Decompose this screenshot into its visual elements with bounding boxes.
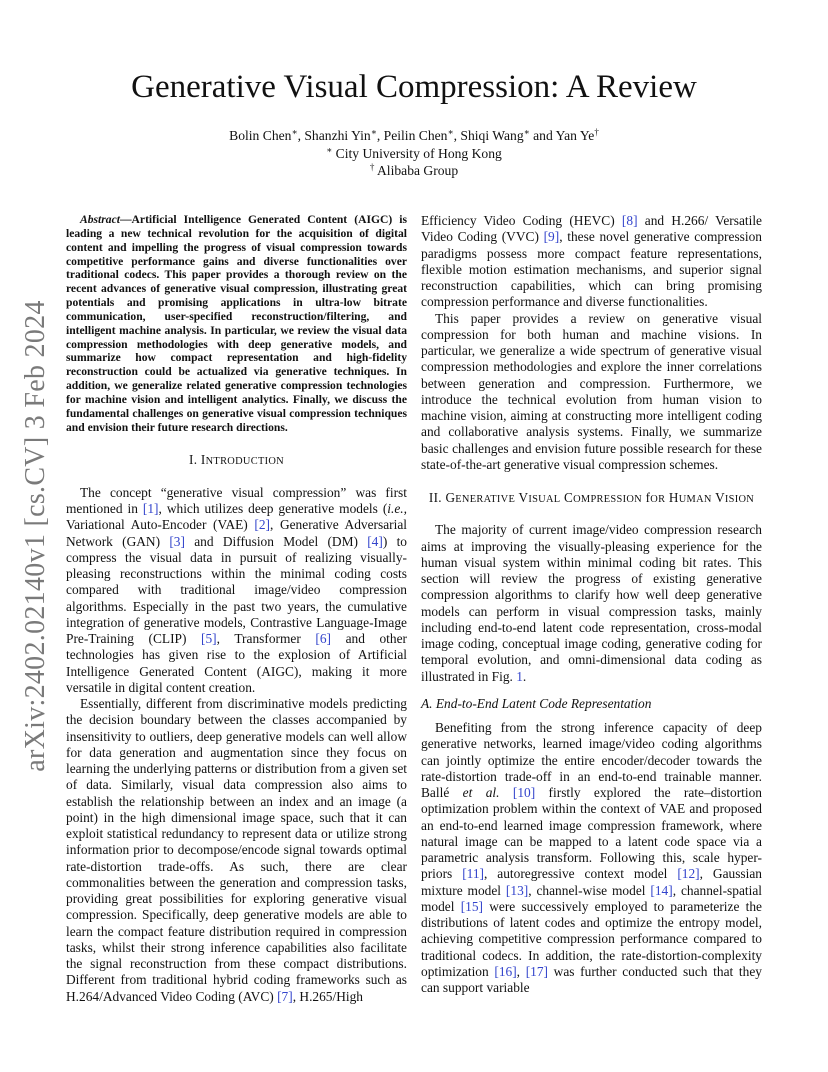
abstract-body: —Artificial Intelligence Generated Content (AIGC) is leading a new technical revolution for the acquisition of digital content and impelling the progress of visual compression towards competitive performance gains and diverse functionalities over traditional codecs. This paper provides a thorough review on the recent advances of generative visual compression, illustrating great potentials and promising applications in ultra-low bitrate communication, user-specified reconstruction/filtering, and intelligent machine analysis. In particular, we review the visual data compression methodologies with deep generative models, and summarize how compact representation and high-fidelity reconstruction could be actualized via generative techniques. In addition, we generalize related generative compression technologies for machine vision and intelligent analytics. Finally, we discuss the fundamental challenges on generative visual compression techniques and envision their future research directions. [66, 213, 407, 434]
author-name: Shanzhi Yin [304, 128, 371, 143]
paragraph [421, 311, 762, 474]
abstract [66, 213, 407, 435]
citation-link[interactable]: [5] [201, 631, 217, 646]
text-run: , Transformer [216, 631, 316, 646]
citation-link[interactable]: [11] [462, 866, 484, 882]
affiliation-mark: † [369, 162, 375, 172]
text-run: , Generative Adversarial Network (GAN) [66, 517, 407, 549]
citation-link[interactable]: [12] [677, 866, 700, 882]
text-run: and H.266/ Versatile Video Coding (VVC) [421, 213, 762, 245]
author-block [80, 126, 748, 179]
citation-link[interactable]: [2] [254, 517, 270, 533]
text-run: Efficiency Video Coding (HEVC) [421, 213, 622, 228]
section-title: I. INTRODUCTION [189, 451, 284, 467]
text-run: The concept “generative visual compression” was first mentioned in [66, 484, 407, 516]
text-run: . [522, 668, 527, 684]
text-run: , which utilizes deep generative models ( [158, 501, 388, 516]
citation-link[interactable]: [1] [142, 501, 159, 516]
paragraph [66, 696, 407, 1005]
author-name: Yan Ye [555, 128, 595, 143]
citation-link[interactable]: [6] [315, 631, 331, 646]
affiliation-name: City University of Hong Kong [332, 146, 502, 161]
text-run [499, 785, 512, 800]
affiliation-mark: ∗ [291, 127, 298, 137]
text-run: , H.265/High [292, 988, 364, 1004]
text-run: , [516, 963, 526, 979]
citation-link[interactable]: [14] [650, 882, 673, 898]
paper-title: Generative Visual Compression: A Review [131, 69, 697, 105]
left-column [66, 213, 407, 1005]
citation-link[interactable]: [16] [494, 963, 517, 979]
text-run: firstly explored the rate–distortion optimization problem within the context of VAE and proposed an end-to-end learned image compression framework, where natural image can be mapped to a latent code space via a parametric analysis transform. Following this, scale hyper-priors [421, 785, 762, 882]
italic-text: et al. [462, 785, 500, 800]
italic-text: i.e., [387, 501, 407, 516]
affiliation-mark: ∗ [326, 145, 333, 155]
right-column [421, 213, 762, 996]
citation-link[interactable]: 1 [516, 668, 523, 684]
author-list: Bolin Chen∗, Shanzhi Yin∗, Peilin Chen∗, Shiqi Wang∗ and Yan Ye† [229, 127, 599, 143]
text-run: , these novel generative compression paradigms possess more compact feature representations, flexible motion estimation mechanisms, and superior signal reconstruction capabilities, which can bring promising compression performance and diverse functionalities. [421, 229, 762, 310]
citation-link[interactable]: [10] [512, 785, 536, 800]
paragraph [421, 720, 762, 996]
text-run: ) to compress the visual data in pursuit of realizing visually-pleasing reconstructions within the minimal coding costs compared with traditional image/video compression algorithms. Especially in the past two years, the cumulative integration of generative models, Contrastive Language-Image Pre-Training (CLIP) [66, 533, 407, 646]
affiliation-mark: ∗ [370, 127, 377, 137]
citation-link[interactable]: [17] [525, 963, 548, 979]
text-run: was further conducted such that they can support variable [421, 963, 762, 995]
citation-link[interactable]: [7] [277, 988, 293, 1004]
text-run: Essentially, different from discriminative models predicting the decision boundary between the classes accompanied by insensitivity to outliers, deep generative models can well allow for data generation and augmentation since they focus on learning the underlying patterns or distribution from a given set of data. Similarly, visual data compression also aims to establish the relationship between an index and an image (a point) in the high dimensional image space, such that it can exploit statistical redundancy to represent data or utilize strong information prior to decompose/encode signal towards optimal rate-distortion trade-offs. As such, there are clear commonalities between the generation and compression tasks, providing great possibilities for exploring generative visual compression. Specifically, deep generative models are able to learn the compact feature distribution required in compression tasks, whilst their strong inference capabilities also facilitate the signal reconstruction from these compact distributions. Different from traditional hybrid coding frameworks such as H.264/Advanced Video Coding (AVC) [66, 696, 407, 1004]
affiliation [80, 145, 748, 162]
section-title: II. GENERATIVE VISUAL COMPRESSION fOR HUMAN VISION [428, 490, 755, 505]
paragraph-continued [421, 213, 762, 311]
text-run: and Diffusion Model (DM) [184, 533, 368, 549]
section-heading-human-vision [421, 490, 762, 508]
citation-link[interactable]: [4] [367, 533, 383, 549]
paragraph [421, 522, 762, 685]
affiliation-mark: † [594, 127, 599, 137]
affiliation-mark: ∗ [523, 127, 530, 137]
text-run: This paper provides a review on generative visual compression for both human and machine visions. In particular, we generalize a wide spectrum of generative visual compression methodologies and explore the inner correlations between generation and compression. Furthermore, we introduce the technical evolution from human vision to machine vision, aiming at constructing more intelligent coding and collaborative analysis systems. Finally, we summarize basic challenges and envision future possible research for these state-of-the-art generative visual compression schemes. [421, 310, 762, 472]
affiliation-name: Alibaba Group [374, 163, 459, 178]
abstract-label: Abstract [80, 213, 120, 226]
author-name: Bolin Chen [229, 128, 292, 143]
arxiv-identifier: arXiv:2402.02140v1 [cs.CV] 3 Feb 2024 [20, 300, 51, 772]
citation-link[interactable]: [3] [169, 533, 185, 549]
arxiv-sidebar [6, 30, 66, 1042]
text-run: , channel-spatial model [421, 882, 762, 914]
subsection-heading: A. End-to-End Latent Code Representation [421, 695, 652, 711]
affiliation-list [80, 145, 748, 179]
text-run: , channel-wise model [528, 882, 651, 898]
text-run: Variational Auto-Encoder (VAE) [66, 517, 255, 533]
citation-link[interactable]: [9] [543, 229, 560, 245]
text-run: , autoregressive context model [484, 866, 678, 882]
affiliation [80, 162, 748, 179]
text-run: , Gaussian mixture model [421, 866, 762, 898]
text-run: The majority of current image/video compression research aims at improving the visually-pleasing experience for the human visual system within minimal coding bit rates. This section will review the progress of existing generative compression algorithms to clarify how well deep generative models can perform in visual compression tasks, mainly including end-to-end latent code representation, cross-modal image coding, conceptual image coding, generative coding for temporal evolution, and omni-dimensional data coding as illustrated in Fig. [421, 522, 762, 684]
citation-link[interactable]: [15] [460, 898, 484, 914]
citation-link[interactable]: [13] [505, 882, 529, 898]
affiliation-mark: ∗ [447, 127, 454, 137]
author-name: Peilin Chen [383, 128, 448, 143]
citation-link[interactable]: [8] [621, 213, 638, 228]
text-run: and other technologies has given rise to the explosion of Artificial Intelligence Generated Content (AIGC), making it more versatile in digital content creation. [66, 631, 407, 695]
text-run: Benefiting from the strong inference capacity of deep generative networks, learned image/video coding algorithms can jointly optimize the entire encoder/decoder towards the rate-distortion trade-off in an end-to-end trainable manner. Ballé [421, 720, 762, 800]
paragraph [66, 485, 407, 696]
author-name: Shiqi Wang [460, 128, 524, 143]
text-run: were successively employed to parameterize the distributions of latent codes and optimize the entropy model, achieving competitive compression performance compared to traditional codecs. In addition, the rate-distortion-complexity optimization [421, 898, 762, 979]
section-heading-introduction [66, 452, 407, 470]
